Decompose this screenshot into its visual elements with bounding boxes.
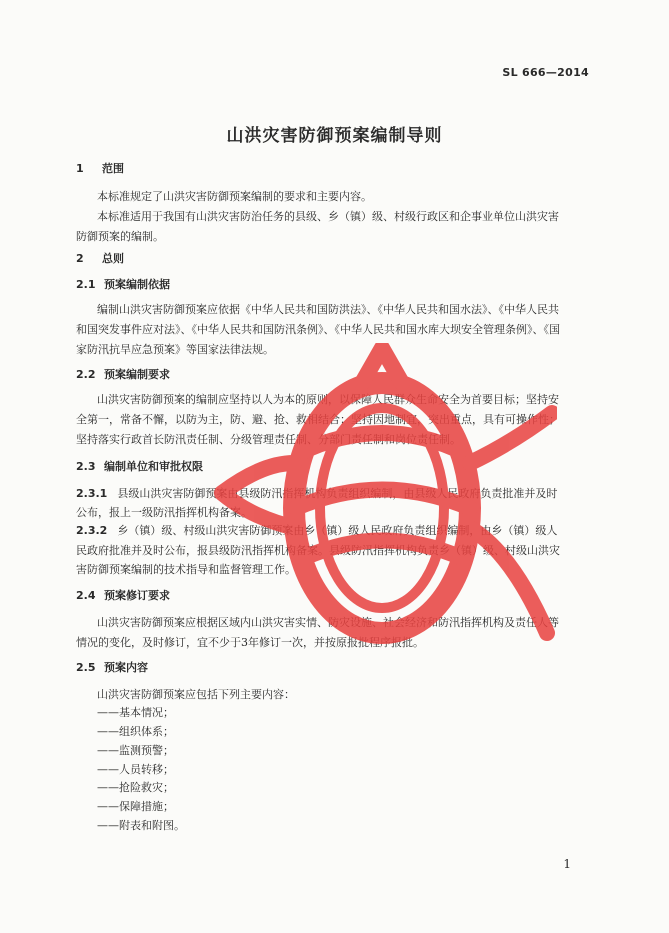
stamp-top-spike xyxy=(362,348,402,383)
clause-number: 2.3.2 xyxy=(76,524,108,537)
paragraph: 防御预案的编制。 xyxy=(76,230,164,243)
paragraph-line: 乡（镇）级、村级山洪灾害防御预案由乡（镇）级人民政府负责组织编制，由乡（镇）级人 xyxy=(117,524,558,537)
section-number: 2.3 xyxy=(76,460,96,473)
standard-code: SL 666—2014 xyxy=(502,66,589,79)
paragraph-line: 公布，报上一级防汛指挥机构备案。 xyxy=(76,506,252,519)
paragraph: 本标准规定了山洪灾害防御预案编制的要求和主要内容。 xyxy=(97,190,372,203)
section-number: 2.4 xyxy=(76,589,96,602)
section-number: 2.1 xyxy=(76,278,96,291)
paragraph-line: 民政府批准并及时公布，报县级防汛指挥机构备案。县级防汛指挥机构负责乡（镇）级、村级山洪灾 xyxy=(76,544,560,557)
paragraph-line: 山洪灾害防御预案的编制应坚持以人为本的原则，以保障人民群众生命安全为首要目标；坚持安 xyxy=(97,393,559,406)
section-2-3-heading xyxy=(76,458,203,474)
section-2-4-heading xyxy=(76,587,170,603)
paragraph-line: 县级山洪灾害防御预案由县级防汛指挥机构负责组织编制，由县级人民政府负责批准并及时 xyxy=(117,487,558,500)
paragraph-line: 情况的变化，及时修订，宜不少于3年修订一次，并按原报批程序报批。 xyxy=(76,636,424,649)
paragraph-line: 编制山洪灾害防御预案应依据《中华人民共和国防洪法》、《中华人民共和国水法》、《中华人民共 xyxy=(97,303,559,316)
paragraph: 本标准适用于我国有山洪灾害防治任务的县级、乡（镇）级、村级行政区和企事业单位山洪灾害 xyxy=(97,210,559,223)
section-2-5-heading xyxy=(76,659,148,675)
section-title: 总则 xyxy=(102,252,124,265)
page-number: 1 xyxy=(563,857,571,871)
list-item: ——附表和附图。 xyxy=(97,819,185,832)
section-number: 2 xyxy=(76,252,84,265)
paragraph: 山洪灾害防御预案应包括下列主要内容： xyxy=(97,688,295,701)
section-number: 2.5 xyxy=(76,661,96,674)
list-item: ——人员转移； xyxy=(97,763,174,776)
section-title: 范围 xyxy=(102,162,124,175)
section-number: 2.2 xyxy=(76,368,96,381)
section-number: 1 xyxy=(76,162,84,175)
section-title: 预案编制依据 xyxy=(104,278,170,291)
section-title: 预案编制要求 xyxy=(104,368,170,381)
section-2-1-heading xyxy=(76,276,170,292)
section-title: 预案修订要求 xyxy=(104,589,170,602)
list-item: ——组织体系； xyxy=(97,725,174,738)
paragraph-line: 和国突发事件应对法》、《中华人民共和国防汛条例》、《中华人民共和国水库大坝安全管理条例》、《国 xyxy=(76,323,560,336)
list-item: ——保障措施； xyxy=(97,800,174,813)
paragraph-line: 害防御预案编制的技术指导和监督管理工作。 xyxy=(76,563,296,576)
section-2-2-heading xyxy=(76,366,170,382)
list-item: ——监测预警； xyxy=(97,744,174,757)
section-title: 编制单位和审批权限 xyxy=(104,460,203,473)
section-1-heading xyxy=(76,160,124,176)
paragraph-line: 山洪灾害防御预案应根据区域内山洪灾害实情、防灾设施、社会经济和防汛指挥机构及责任人等 xyxy=(97,616,559,629)
section-2-heading xyxy=(76,250,124,266)
subclause-2-3-2 xyxy=(76,522,557,538)
paragraph-line: 全第一，常备不懈，以防为主，防、避、抢、救相结合；坚持因地制宜，突出重点，具有可操作性； xyxy=(76,413,560,426)
list-item: ——基本情况； xyxy=(97,706,174,719)
list-item: ——抢险救灾； xyxy=(97,781,174,794)
paragraph-line: 家防汛抗旱应急预案》等国家法律法规。 xyxy=(76,343,274,356)
document-title: 山洪灾害防御预案编制导则 xyxy=(226,126,443,146)
subclause-2-3-1 xyxy=(76,485,557,501)
clause-number: 2.3.1 xyxy=(76,487,108,500)
paragraph-line: 坚持落实行政首长防汛责任制、分级管理责任制、分部门责任制和岗位责任制。 xyxy=(76,433,461,446)
section-title: 预案内容 xyxy=(104,661,148,674)
